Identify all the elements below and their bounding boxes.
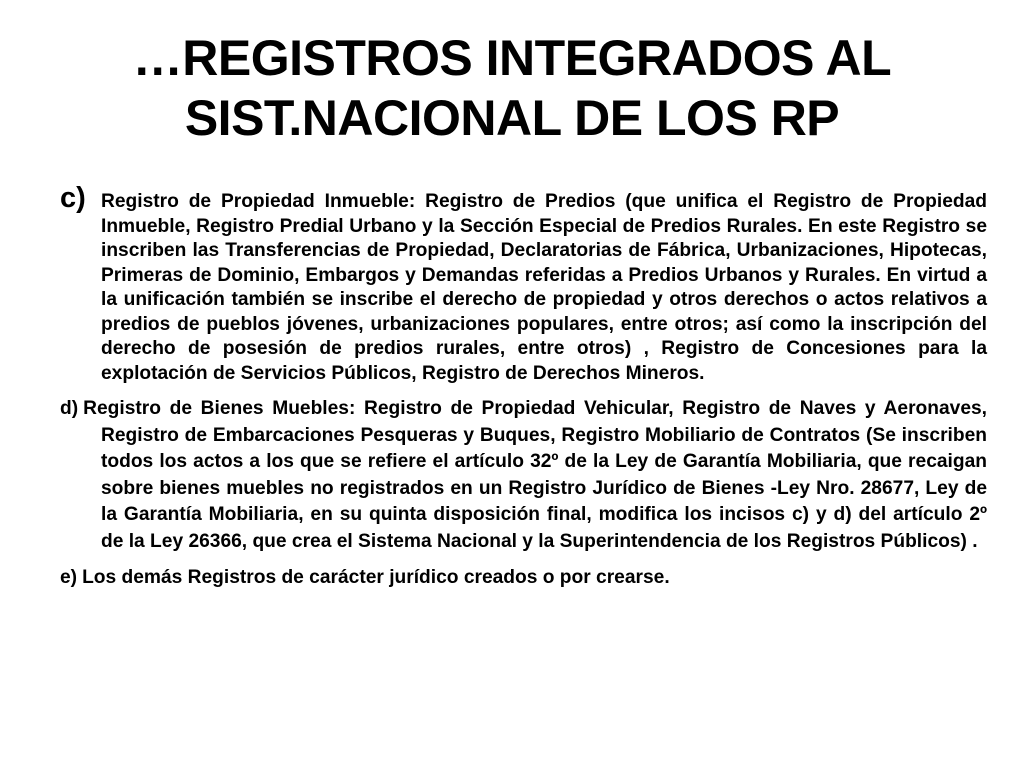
list-marker-e: e) — [60, 567, 78, 588]
list-marker-c: c) — [60, 182, 86, 214]
list-item-d — [60, 396, 987, 555]
list-marker-d: d) — [60, 398, 79, 419]
list-item-e — [60, 565, 987, 592]
slide-title — [40, 28, 984, 148]
list-text-c: Registro de Propiedad Inmueble: Registro de Predios (que unifica el Registro de Propiedad Inmueble, Registro Predial Urbano y la Sección Especial de Predios Rurales. En este Registro se inscriben las Transferencias de Propiedad, Declaratorias de Fábrica, Urbanizaciones, Hipotecas, Primeras de Dominio, Embargos y Demandas referidas a Predios Urbanos y Rurales. En virtud a la unificación también se inscribe el derecho de propiedad y otros derechos o actos relativos a predios de pueblos jóvenes, urbanizaciones populares, entre otros; así como la inscripción del derecho de posesión de predios rurales, entre otros) , Registro de Concesiones para la explotación de Servicios Públicos, Registro de Derechos Mineros. — [101, 191, 987, 384]
list-text-e: Los demás Registros de carácter jurídico creados o por crearse. — [82, 567, 670, 588]
list-item-c — [60, 182, 987, 386]
slide-title-line-2: SIST.NACIONAL DE LOS RP — [184, 90, 840, 146]
slide-title-line-1: …REGISTROS INTEGRADOS AL — [132, 30, 892, 86]
slide-body — [60, 182, 987, 602]
list-text-d: Registro de Bienes Muebles: Registro de Propiedad Vehicular, Registro de Naves y Aeronaves, Registro de Embarcaciones Pesqueras y Buques, Registro Mobiliario de Contratos (Se inscriben todos los actos a los que se refiere el artículo 32º de la Ley de Garantía Mobiliaria, que recaigan sobre bienes muebles no registrados en un Registro Jurídico de Bienes -Ley Nro. 28677, Ley de la Garantía Mobiliaria, en su quinta disposición final, modifica los incisos c) y d) del artículo 2º de la Ley 26366, que crea el Sistema Nacional y la Superintendencia de los Registros Públicos) . — [83, 398, 987, 552]
